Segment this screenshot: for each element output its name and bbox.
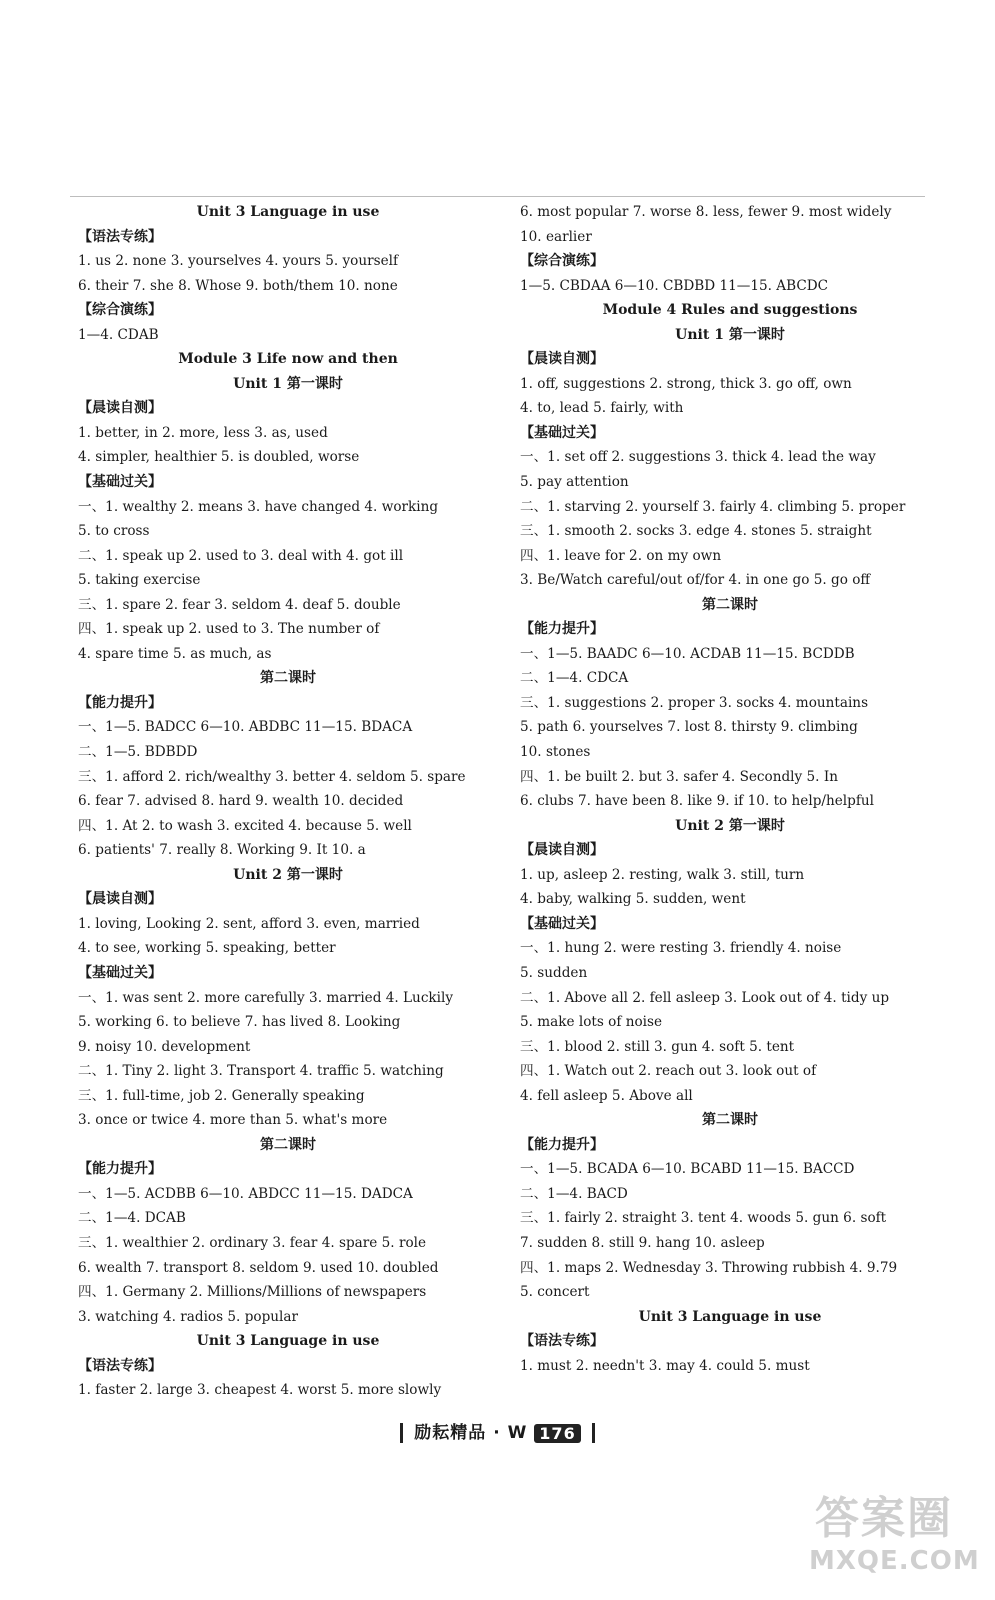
answer-line: 5. concert [520,1284,590,1301]
answer-line: 5. sudden [520,964,588,981]
answer-line: 一、1. was sent 2. more carefully 3. married 4. Luckily [78,989,454,1006]
answer-line: 10. earlier [520,228,592,245]
right-column [520,200,940,1378]
answer-line: 四、1. speak up 2. used to 3. The number of [78,621,380,638]
heading-line: Unit 3 Language in use [196,1333,380,1350]
answer-line: 10. stones [520,744,591,761]
answer-line: 1. up, asleep 2. resting, walk 3. still, turn [520,866,805,883]
answer-line: 1. us 2. none 3. yourselves 4. yours 5. yourself [78,253,399,270]
answer-line: 二、1—4. BACD [520,1185,628,1202]
section-label: 【晨读自测】 [520,842,604,859]
heading-line: 第二课时 [260,1136,316,1153]
answer-line: 一、1—5. BCADA 6—10. BCABD 11—15. BACCD [520,1161,855,1178]
section-label: 【基础过关】 [520,424,604,441]
section-label: 【综合演练】 [78,302,162,319]
answer-line: 5. to cross [78,523,150,540]
heading-line: Unit 1 第一课时 [233,375,343,392]
answer-line: 一、1. wealthy 2. means 3. have changed 4. working [78,498,439,515]
section-label: 【晨读自测】 [78,400,162,417]
heading-line: Unit 1 第一课时 [675,326,785,343]
footer-bar-right [592,1423,595,1443]
answer-line: 4. to see, working 5. speaking, better [78,940,336,957]
watermark-url: MXQE.COM [809,1546,980,1576]
answer-line: 一、1—5. BADCC 6—10. ABDBC 11—15. BDACA [78,719,413,736]
answer-line: 三、1. smooth 2. socks 3. edge 4. stones 5. straight [520,523,872,540]
answer-line: 4. fell asleep 5. Above all [520,1087,693,1104]
watermark-logo: 答案圈 [815,1493,953,1544]
heading-line: Module 4 Rules and suggestions [602,302,858,319]
page-footer [0,1418,995,1443]
answer-line: 1. faster 2. large 3. cheapest 4. worst 5. more slowly [78,1382,442,1399]
answer-line: 6. fear 7. advised 8. hard 9. wealth 10. decided [78,793,404,810]
answer-line: 5. pay attention [520,474,629,491]
heading-line: Unit 2 第一课时 [233,866,343,883]
answer-line: 三、1. suggestions 2. proper 3. socks 4. mountains [520,694,869,711]
answer-line: 1. better, in 2. more, less 3. as, used [78,424,328,441]
answer-line: 一、1. hung 2. were resting 3. friendly 4. noise [520,940,842,957]
top-divider [70,196,925,197]
section-label: 【能力提升】 [78,1161,162,1178]
section-label: 【晨读自测】 [78,891,162,908]
answer-line: 二、1—4. DCAB [78,1210,186,1227]
footer-separator: · [493,1423,501,1443]
section-label: 【语法专练】 [78,228,162,245]
answer-line: 1. must 2. needn't 3. may 4. could 5. must [520,1357,810,1374]
answer-line: 二、1. Tiny 2. light 3. Transport 4. traffic 5. watching [78,1063,444,1080]
answer-line: 二、1. Above all 2. fell asleep 3. Look out of 4. tidy up [520,989,890,1006]
answer-line: 4. to, lead 5. fairly, with [520,400,684,417]
answer-line: 3. once or twice 4. more than 5. what's more [78,1112,388,1129]
section-label: 【语法专练】 [520,1333,604,1350]
section-label: 【能力提升】 [520,621,604,638]
heading-line: Unit 3 Language in use [638,1308,822,1325]
answer-line: 5. make lots of noise [520,1014,663,1031]
answer-line: 9. noisy 10. development [78,1038,251,1055]
answer-line: 四、1. leave for 2. on my own [520,547,722,564]
heading-line: Unit 2 第一课时 [675,817,785,834]
answer-line: 四、1. Germany 2. Millions/Millions of newspapers [78,1284,427,1301]
heading-line: 第二课时 [702,596,758,613]
section-label: 【综合演练】 [520,253,604,270]
answer-line: 5. path 6. yourselves 7. lost 8. thirsty 9. climbing [520,719,858,736]
answer-line: 5. taking exercise [78,572,201,589]
answer-line: 三、1. afford 2. rich/wealthy 3. better 4. seldom 5. spare [78,768,466,785]
answer-line: 4. simpler, healthier 5. is doubled, worse [78,449,360,466]
answer-line: 三、1. fairly 2. straight 3. tent 4. woods 5. gun 6. soft [520,1210,887,1227]
section-label: 【基础过关】 [78,474,162,491]
left-column [78,200,498,1403]
answer-line: 三、1. blood 2. still 3. gun 4. soft 5. tent [520,1038,795,1055]
answer-line: 5. working 6. to believe 7. has lived 8. Looking [78,1014,401,1031]
answer-line: 二、1—4. CDCA [520,670,629,687]
answer-line: 4. baby, walking 5. sudden, went [520,891,746,908]
answer-line: 6. their 7. she 8. Whose 9. both/them 10. none [78,277,398,294]
footer-edition: W [507,1423,528,1443]
footer-bar-left [400,1423,403,1443]
footer-brand: 励耘精品 [414,1423,487,1443]
section-label: 【能力提升】 [78,694,162,711]
answer-line: 1—4. CDAB [78,326,159,343]
heading-line: Unit 3 Language in use [196,204,380,220]
answer-line: 3. Be/Watch careful/out of/for 4. in one go 5. go off [520,572,871,589]
answer-line: 四、1. maps 2. Wednesday 3. Throwing rubbish 4. 9.79 [520,1259,898,1276]
section-label: 【语法专练】 [78,1357,162,1374]
answer-line: 四、1. be built 2. but 3. safer 4. Secondly 5. In [520,768,838,785]
answer-line: 四、1. Watch out 2. reach out 3. look out of [520,1063,817,1080]
answer-line: 1—5. CBDAA 6—10. CBDBD 11—15. ABCDC [520,277,829,294]
section-label: 【晨读自测】 [520,351,604,368]
section-label: 【能力提升】 [520,1136,604,1153]
answer-line: 6. patients' 7. really 8. Working 9. It 10. a [78,842,366,859]
answer-line: 二、1. starving 2. yourself 3. fairly 4. climbing 5. proper [520,498,906,515]
section-label: 【基础过关】 [78,964,162,981]
answer-line: 3. watching 4. radios 5. popular [78,1308,298,1325]
answer-line: 一、1—5. ACDBB 6—10. ABDCC 11—15. DADCA [78,1185,413,1202]
answer-line: 6. wealth 7. transport 8. seldom 9. used 10. doubled [78,1259,439,1276]
answer-line: 6. most popular 7. worse 8. less, fewer 9. most widely [520,204,892,220]
answer-line: 三、1. full-time, job 2. Generally speaking [78,1087,365,1104]
answer-line: 7. sudden 8. still 9. hang 10. asleep [520,1234,765,1251]
watermark [809,1492,980,1582]
answer-line: 四、1. At 2. to wash 3. excited 4. because 5. well [78,817,412,834]
answer-line: 一、1—5. BAADC 6—10. ACDAB 11—15. BCDDB [520,645,855,662]
answer-line: 一、1. set off 2. suggestions 3. thick 4. lead the way [520,449,876,466]
answer-line: 二、1. speak up 2. used to 3. deal with 4. got ill [78,547,404,564]
heading-line: 第二课时 [702,1112,758,1129]
answer-line: 二、1—5. BDBDD [78,744,198,761]
section-label: 【基础过关】 [520,915,604,932]
page-number: 176 [534,1424,580,1443]
answer-line: 三、1. wealthier 2. ordinary 3. fear 4. spare 5. role [78,1234,427,1251]
answer-line: 1. loving, Looking 2. sent, afford 3. even, married [78,915,420,932]
answer-line: 6. clubs 7. have been 8. like 9. if 10. to help/helpful [520,793,874,810]
heading-line: 第二课时 [260,670,316,687]
answer-line: 三、1. spare 2. fear 3. seldom 4. deaf 5. double [78,596,401,613]
heading-line: Module 3 Life now and then [178,351,398,368]
answer-line: 4. spare time 5. as much, as [78,645,272,662]
answer-line: 1. off, suggestions 2. strong, thick 3. go off, own [520,375,852,392]
